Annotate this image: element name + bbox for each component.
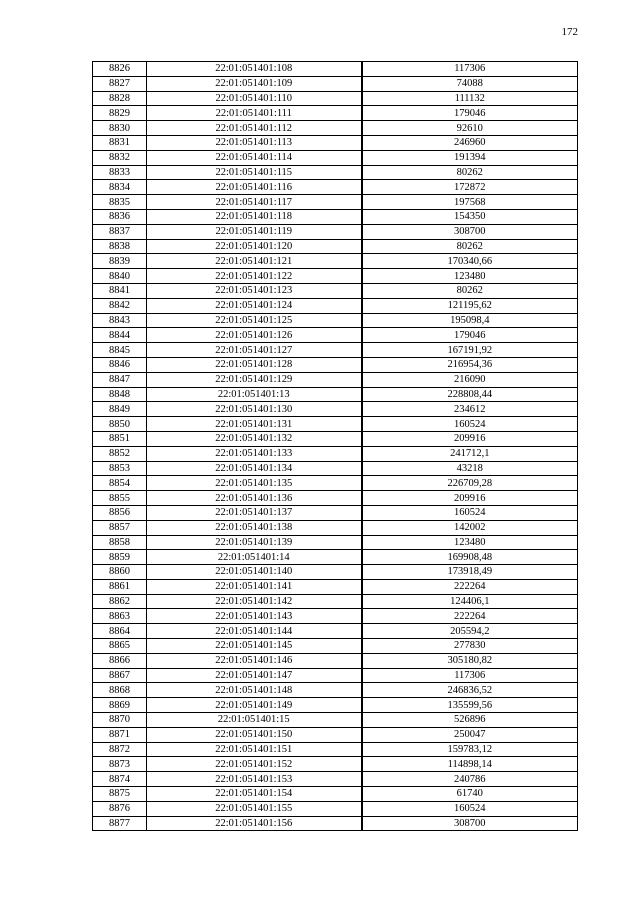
row-number-cell: 8877 bbox=[93, 816, 147, 831]
cadastral-value-cell: 234612 bbox=[362, 402, 578, 417]
cadastral-value-cell: 173918,49 bbox=[362, 565, 578, 580]
cadastral-number-cell: 22:01:051401:127 bbox=[147, 343, 362, 358]
row-number-cell: 8845 bbox=[93, 343, 147, 358]
row-number-cell: 8849 bbox=[93, 402, 147, 417]
row-number-cell: 8840 bbox=[93, 269, 147, 284]
table-row bbox=[93, 505, 578, 520]
row-number-cell: 8847 bbox=[93, 372, 147, 387]
cadastral-value-cell: 172872 bbox=[362, 180, 578, 195]
table-row bbox=[93, 742, 578, 757]
row-number-cell: 8856 bbox=[93, 505, 147, 520]
row-number-cell: 8876 bbox=[93, 801, 147, 816]
cadastral-value-cell: 111132 bbox=[362, 91, 578, 106]
cadastral-value-cell: 241712,1 bbox=[362, 446, 578, 461]
table-row bbox=[93, 550, 578, 565]
table-row bbox=[93, 195, 578, 210]
cadastral-value-cell: 526896 bbox=[362, 713, 578, 728]
row-number-cell: 8843 bbox=[93, 313, 147, 328]
cadastral-number-cell: 22:01:051401:122 bbox=[147, 269, 362, 284]
table-row bbox=[93, 609, 578, 624]
cadastral-number-cell: 22:01:051401:116 bbox=[147, 180, 362, 195]
cadastral-value-cell: 121195,62 bbox=[362, 298, 578, 313]
cadastral-value-cell: 117306 bbox=[362, 62, 578, 77]
table-row bbox=[93, 683, 578, 698]
table-row bbox=[93, 313, 578, 328]
table-row bbox=[93, 535, 578, 550]
row-number-cell: 8861 bbox=[93, 579, 147, 594]
row-number-cell: 8873 bbox=[93, 757, 147, 772]
cadastral-value-cell: 159783,12 bbox=[362, 742, 578, 757]
cadastral-number-cell: 22:01:051401:126 bbox=[147, 328, 362, 343]
cadastral-number-cell: 22:01:051401:145 bbox=[147, 639, 362, 654]
cadastral-value-cell: 179046 bbox=[362, 106, 578, 121]
row-number-cell: 8866 bbox=[93, 653, 147, 668]
cadastral-number-cell: 22:01:051401:151 bbox=[147, 742, 362, 757]
cadastral-value-cell: 123480 bbox=[362, 269, 578, 284]
row-number-cell: 8839 bbox=[93, 254, 147, 269]
row-number-cell: 8854 bbox=[93, 476, 147, 491]
cadastral-value-cell: 160524 bbox=[362, 801, 578, 816]
cadastral-value-cell: 154350 bbox=[362, 209, 578, 224]
row-number-cell: 8835 bbox=[93, 195, 147, 210]
cadastral-number-cell: 22:01:051401:110 bbox=[147, 91, 362, 106]
cadastral-value-cell: 124406,1 bbox=[362, 594, 578, 609]
row-number-cell: 8874 bbox=[93, 772, 147, 787]
cadastral-value-cell: 43218 bbox=[362, 461, 578, 476]
table-row bbox=[93, 801, 578, 816]
cadastral-number-cell: 22:01:051401:156 bbox=[147, 816, 362, 831]
cadastral-number-cell: 22:01:051401:118 bbox=[147, 209, 362, 224]
table-row bbox=[93, 269, 578, 284]
table-row bbox=[93, 298, 578, 313]
cadastral-value-cell: 308700 bbox=[362, 224, 578, 239]
cadastral-number-cell: 22:01:051401:146 bbox=[147, 653, 362, 668]
table-row bbox=[93, 91, 578, 106]
cadastral-value-cell: 216954,36 bbox=[362, 357, 578, 372]
cadastral-value-cell: 222264 bbox=[362, 609, 578, 624]
table-row bbox=[93, 180, 578, 195]
table-row bbox=[93, 387, 578, 402]
row-number-cell: 8869 bbox=[93, 698, 147, 713]
table-row bbox=[93, 106, 578, 121]
row-number-cell: 8863 bbox=[93, 609, 147, 624]
cadastral-number-cell: 22:01:051401:152 bbox=[147, 757, 362, 772]
row-number-cell: 8859 bbox=[93, 550, 147, 565]
table-row bbox=[93, 76, 578, 91]
cadastral-value-cell: 169908,48 bbox=[362, 550, 578, 565]
cadastral-number-cell: 22:01:051401:125 bbox=[147, 313, 362, 328]
cadastral-value-cell: 308700 bbox=[362, 816, 578, 831]
row-number-cell: 8858 bbox=[93, 535, 147, 550]
row-number-cell: 8828 bbox=[93, 91, 147, 106]
cadastral-value-cell: 209916 bbox=[362, 491, 578, 506]
cadastral-number-cell: 22:01:051401:129 bbox=[147, 372, 362, 387]
cadastral-number-cell: 22:01:051401:113 bbox=[147, 135, 362, 150]
table-row bbox=[93, 372, 578, 387]
cadastral-value-cell: 197568 bbox=[362, 195, 578, 210]
table-row bbox=[93, 594, 578, 609]
cadastral-value-cell: 226709,28 bbox=[362, 476, 578, 491]
row-number-cell: 8860 bbox=[93, 565, 147, 580]
table-row bbox=[93, 476, 578, 491]
cadastral-number-cell: 22:01:051401:150 bbox=[147, 727, 362, 742]
cadastral-number-cell: 22:01:051401:134 bbox=[147, 461, 362, 476]
row-number-cell: 8831 bbox=[93, 135, 147, 150]
table-row bbox=[93, 653, 578, 668]
row-number-cell: 8867 bbox=[93, 668, 147, 683]
row-number-cell: 8870 bbox=[93, 713, 147, 728]
cadastral-number-cell: 22:01:051401:153 bbox=[147, 772, 362, 787]
cadastral-value-cell: 170340,66 bbox=[362, 254, 578, 269]
cadastral-number-cell: 22:01:051401:114 bbox=[147, 150, 362, 165]
table-row bbox=[93, 727, 578, 742]
cadastral-value-cell: 142002 bbox=[362, 520, 578, 535]
cadastral-value-cell: 277830 bbox=[362, 639, 578, 654]
table-row bbox=[93, 135, 578, 150]
row-number-cell: 8838 bbox=[93, 239, 147, 254]
cadastral-number-cell: 22:01:051401:108 bbox=[147, 62, 362, 77]
table-row bbox=[93, 520, 578, 535]
table-row bbox=[93, 639, 578, 654]
cadastral-number-cell: 22:01:051401:120 bbox=[147, 239, 362, 254]
cadastral-number-cell: 22:01:051401:141 bbox=[147, 579, 362, 594]
cadastral-value-cell: 160524 bbox=[362, 505, 578, 520]
cadastral-value-cell: 80262 bbox=[362, 165, 578, 180]
row-number-cell: 8875 bbox=[93, 787, 147, 802]
row-number-cell: 8827 bbox=[93, 76, 147, 91]
cadastral-value-cell: 209916 bbox=[362, 431, 578, 446]
cadastral-number-cell: 22:01:051401:132 bbox=[147, 431, 362, 446]
cadastral-value-cell: 167191,92 bbox=[362, 343, 578, 358]
table-row bbox=[93, 757, 578, 772]
table-row bbox=[93, 698, 578, 713]
row-number-cell: 8855 bbox=[93, 491, 147, 506]
table-row bbox=[93, 402, 578, 417]
row-number-cell: 8862 bbox=[93, 594, 147, 609]
table-row bbox=[93, 431, 578, 446]
table-row bbox=[93, 446, 578, 461]
row-number-cell: 8851 bbox=[93, 431, 147, 446]
table-row bbox=[93, 62, 578, 77]
cadastral-number-cell: 22:01:051401:138 bbox=[147, 520, 362, 535]
row-number-cell: 8872 bbox=[93, 742, 147, 757]
cadastral-value-cell: 246836,52 bbox=[362, 683, 578, 698]
cadastral-number-cell: 22:01:051401:14 bbox=[147, 550, 362, 565]
cadastral-number-cell: 22:01:051401:115 bbox=[147, 165, 362, 180]
cadastral-number-cell: 22:01:051401:15 bbox=[147, 713, 362, 728]
table-row bbox=[93, 209, 578, 224]
table-row bbox=[93, 417, 578, 432]
row-number-cell: 8829 bbox=[93, 106, 147, 121]
cadastral-value-cell: 228808,44 bbox=[362, 387, 578, 402]
table-row bbox=[93, 150, 578, 165]
cadastral-value-cell: 240786 bbox=[362, 772, 578, 787]
cadastral-value-cell: 123480 bbox=[362, 535, 578, 550]
row-number-cell: 8865 bbox=[93, 639, 147, 654]
table-row bbox=[93, 565, 578, 580]
cadastral-number-cell: 22:01:051401:135 bbox=[147, 476, 362, 491]
cadastral-value-cell: 250047 bbox=[362, 727, 578, 742]
row-number-cell: 8841 bbox=[93, 283, 147, 298]
cadastral-value-cell: 305180,82 bbox=[362, 653, 578, 668]
table-row bbox=[93, 283, 578, 298]
cadastral-number-cell: 22:01:051401:131 bbox=[147, 417, 362, 432]
cadastral-value-cell: 80262 bbox=[362, 239, 578, 254]
row-number-cell: 8868 bbox=[93, 683, 147, 698]
row-number-cell: 8846 bbox=[93, 357, 147, 372]
cadastral-number-cell: 22:01:051401:155 bbox=[147, 801, 362, 816]
cadastral-number-cell: 22:01:051401:13 bbox=[147, 387, 362, 402]
cadastral-value-cell: 222264 bbox=[362, 579, 578, 594]
row-number-cell: 8850 bbox=[93, 417, 147, 432]
cadastral-number-cell: 22:01:051401:137 bbox=[147, 505, 362, 520]
row-number-cell: 8844 bbox=[93, 328, 147, 343]
table-row bbox=[93, 624, 578, 639]
cadastral-number-cell: 22:01:051401:148 bbox=[147, 683, 362, 698]
row-number-cell: 8837 bbox=[93, 224, 147, 239]
row-number-cell: 8853 bbox=[93, 461, 147, 476]
cadastral-value-cell: 80262 bbox=[362, 283, 578, 298]
cadastral-value-cell: 114898,14 bbox=[362, 757, 578, 772]
table-row bbox=[93, 787, 578, 802]
cadastral-value-cell: 205594,2 bbox=[362, 624, 578, 639]
cadastral-number-cell: 22:01:051401:139 bbox=[147, 535, 362, 550]
cadastral-value-cell: 74088 bbox=[362, 76, 578, 91]
table-row bbox=[93, 491, 578, 506]
cadastral-number-cell: 22:01:051401:147 bbox=[147, 668, 362, 683]
cadastral-number-cell: 22:01:051401:123 bbox=[147, 283, 362, 298]
cadastral-number-cell: 22:01:051401:109 bbox=[147, 76, 362, 91]
cadastral-value-cell: 195098,4 bbox=[362, 313, 578, 328]
row-number-cell: 8833 bbox=[93, 165, 147, 180]
table-row bbox=[93, 121, 578, 136]
table-row bbox=[93, 816, 578, 831]
cadastral-number-cell: 22:01:051401:133 bbox=[147, 446, 362, 461]
table-row bbox=[93, 357, 578, 372]
cadastral-value-cell: 135599,56 bbox=[362, 698, 578, 713]
cadastral-value-cell: 216090 bbox=[362, 372, 578, 387]
row-number-cell: 8871 bbox=[93, 727, 147, 742]
cadastral-value-cell: 179046 bbox=[362, 328, 578, 343]
table-row bbox=[93, 343, 578, 358]
cadastral-number-cell: 22:01:051401:142 bbox=[147, 594, 362, 609]
row-number-cell: 8857 bbox=[93, 520, 147, 535]
table-row bbox=[93, 328, 578, 343]
row-number-cell: 8852 bbox=[93, 446, 147, 461]
cadastral-value-cell: 160524 bbox=[362, 417, 578, 432]
row-number-cell: 8834 bbox=[93, 180, 147, 195]
cadastral-number-cell: 22:01:051401:149 bbox=[147, 698, 362, 713]
cadastral-number-cell: 22:01:051401:124 bbox=[147, 298, 362, 313]
cadastral-number-cell: 22:01:051401:111 bbox=[147, 106, 362, 121]
table-row bbox=[93, 668, 578, 683]
row-number-cell: 8832 bbox=[93, 150, 147, 165]
cadastral-value-cell: 191394 bbox=[362, 150, 578, 165]
cadastral-value-cell: 61740 bbox=[362, 787, 578, 802]
table-row bbox=[93, 239, 578, 254]
cadastral-number-cell: 22:01:051401:143 bbox=[147, 609, 362, 624]
row-number-cell: 8848 bbox=[93, 387, 147, 402]
cadastral-number-cell: 22:01:051401:144 bbox=[147, 624, 362, 639]
cadastral-number-cell: 22:01:051401:136 bbox=[147, 491, 362, 506]
cadastral-number-cell: 22:01:051401:117 bbox=[147, 195, 362, 210]
table-row bbox=[93, 254, 578, 269]
row-number-cell: 8842 bbox=[93, 298, 147, 313]
cadastral-value-cell: 246960 bbox=[362, 135, 578, 150]
cadastral-number-cell: 22:01:051401:130 bbox=[147, 402, 362, 417]
cadastral-number-cell: 22:01:051401:121 bbox=[147, 254, 362, 269]
cadastral-number-cell: 22:01:051401:140 bbox=[147, 565, 362, 580]
cadastral-value-cell: 117306 bbox=[362, 668, 578, 683]
table-row bbox=[93, 165, 578, 180]
cadastral-value-cell: 92610 bbox=[362, 121, 578, 136]
page-number: 172 bbox=[561, 26, 578, 38]
cadastral-value-table bbox=[92, 61, 578, 831]
table-row bbox=[93, 713, 578, 728]
cadastral-number-cell: 22:01:051401:119 bbox=[147, 224, 362, 239]
cadastral-number-cell: 22:01:051401:112 bbox=[147, 121, 362, 136]
cadastral-number-cell: 22:01:051401:154 bbox=[147, 787, 362, 802]
table-row bbox=[93, 461, 578, 476]
table-row bbox=[93, 772, 578, 787]
row-number-cell: 8836 bbox=[93, 209, 147, 224]
table-body bbox=[93, 62, 578, 831]
cadastral-number-cell: 22:01:051401:128 bbox=[147, 357, 362, 372]
row-number-cell: 8826 bbox=[93, 62, 147, 77]
table-row bbox=[93, 579, 578, 594]
row-number-cell: 8864 bbox=[93, 624, 147, 639]
table-row bbox=[93, 224, 578, 239]
row-number-cell: 8830 bbox=[93, 121, 147, 136]
